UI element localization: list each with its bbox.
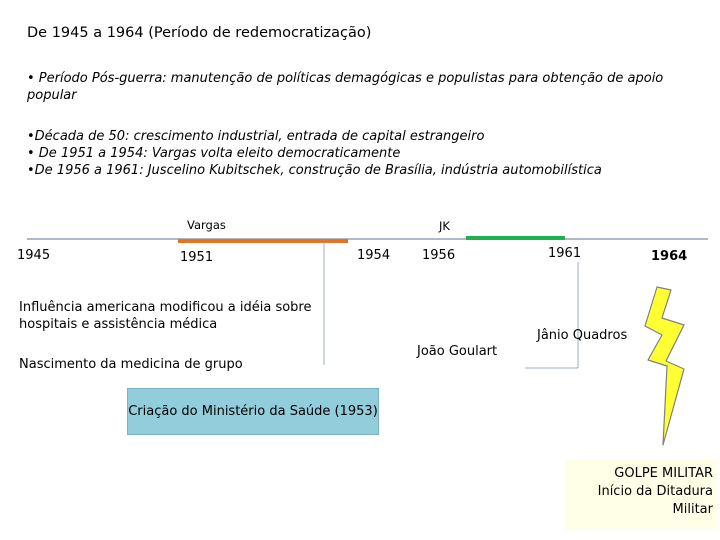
golpe-militar-box bbox=[565, 460, 717, 530]
page-title: De 1945 a 1964 (Período de redemocratização) bbox=[27, 25, 372, 41]
bullet-decada-50: •Década de 50: crescimento industrial, entrada de capital estrangeiro bbox=[27, 129, 485, 144]
bullet-pos-guerra: • Período Pós-guerra: manutenção de políticas demagógicas e populistas para obtenção de apoio popular bbox=[27, 71, 664, 103]
note-medicina-grupo: Nascimento da medicina de grupo bbox=[19, 357, 243, 372]
ministerio-saude-box: Criação do Ministério da Saúde (1953) bbox=[127, 388, 379, 435]
year-1964: 1964 bbox=[651, 249, 688, 264]
year-1945: 1945 bbox=[17, 248, 51, 263]
bullet-jk: •De 1956 a 1961: Juscelino Kubitschek, construção de Brasília, indústria automobilística bbox=[27, 163, 602, 178]
lightning-bolt-icon bbox=[645, 287, 684, 445]
golpe-line-2: Início da Ditadura bbox=[597, 484, 713, 499]
note-joao-goulart: João Goulart bbox=[417, 344, 498, 359]
jk-label: JK bbox=[439, 219, 450, 233]
year-1961: 1961 bbox=[548, 246, 582, 261]
golpe-line-1: GOLPE MILITAR bbox=[614, 466, 713, 481]
note-influencia: Influência americana modificou a idéia sobre hospitais e assistência médica bbox=[19, 300, 312, 332]
vargas-label: Vargas bbox=[187, 218, 226, 232]
note-janio-quadros: Jânio Quadros bbox=[537, 328, 628, 343]
golpe-line-3: Militar bbox=[672, 502, 713, 517]
year-1956: 1956 bbox=[422, 248, 456, 263]
year-1954: 1954 bbox=[357, 248, 391, 263]
year-1951: 1951 bbox=[180, 250, 214, 265]
bullet-vargas: • De 1951 a 1954: Vargas volta eleito democraticamente bbox=[27, 146, 401, 161]
